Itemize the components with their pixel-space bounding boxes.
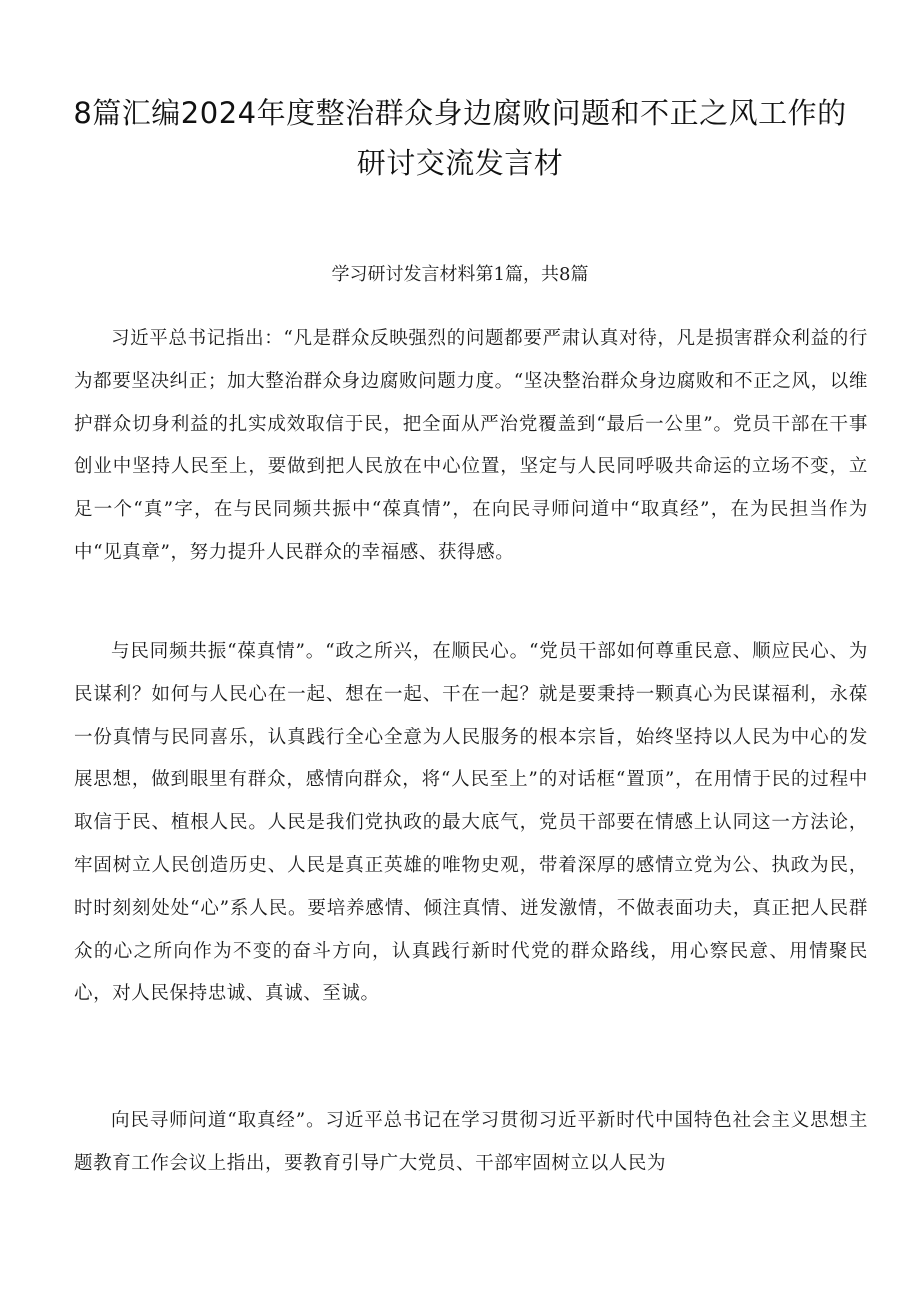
document-subtitle: 学习研讨发言材料第1篇，共8篇 xyxy=(331,264,589,285)
document-title: 8篇汇编2024年度整治群众身边腐败问题和不正之风工作的研讨交流发言材 xyxy=(73,96,847,180)
paragraph-3: 向民寻师问道“取真经”。习近平总书记在学习贯彻习近平新时代中国特色社会主义思想主题教育工作会议上指出，要教育引导广大党员、干部牢固树立以人民为 xyxy=(74,1110,868,1174)
paragraph-1: 习近平总书记指出：“凡是群众反映强烈的问题都要严肃认真对待，凡是损害群众利益的行为都要坚决纠正；加大整治群众身边腐败问题力度。“坚决整治群众身边腐败和不正之风，以维护群众切身利益的扎实成效取信于民，把全面从严治党覆盖到“最后一公里”。党员干部在干事创业中坚持人民至上，要做到把人民放在中心位置，坚定与人民同呼吸共命运的立场不变，立足一个“真”字，在与民同频共振中“葆真情”，在向民寻师问道中“取真经”，在为民担当作为中“见真章”，努力提升人民群众的幸福感、获得感。 xyxy=(74,328,868,563)
paragraph-2: 与民同频共振“葆真情”。“政之所兴，在顺民心。“党员干部如何尊重民意、顺应民心、为民谋利？如何与人民心在一起、想在一起、干在一起？就是要秉持一颗真心为民谋福利，永葆一份真情与民同喜乐，认真践行全心全意为人民服务的根本宗旨，始终坚持以人民为中心的发展思想，做到眼里有群众，感情向群众，将“人民至上”的对话框“置顶”，在用情于民的过程中取信于民、植根人民。人民是我们党执政的最大底气，党员干部要在情感上认同这一方法论，牢固树立人民创造历史、人民是真正英雄的唯物史观，带着深厚的感情立党为公、执政为民，时时刻刻处处“心”系人民。要培养感情、倾注真情、迸发激情，不做表面功夫，真正把人民群众的心之所向作为不变的奋斗方向，认真践行新时代党的群众路线，用心察民意、用情聚民心，对人民保持忠诚、真诚、至诚。 xyxy=(74,641,868,1005)
